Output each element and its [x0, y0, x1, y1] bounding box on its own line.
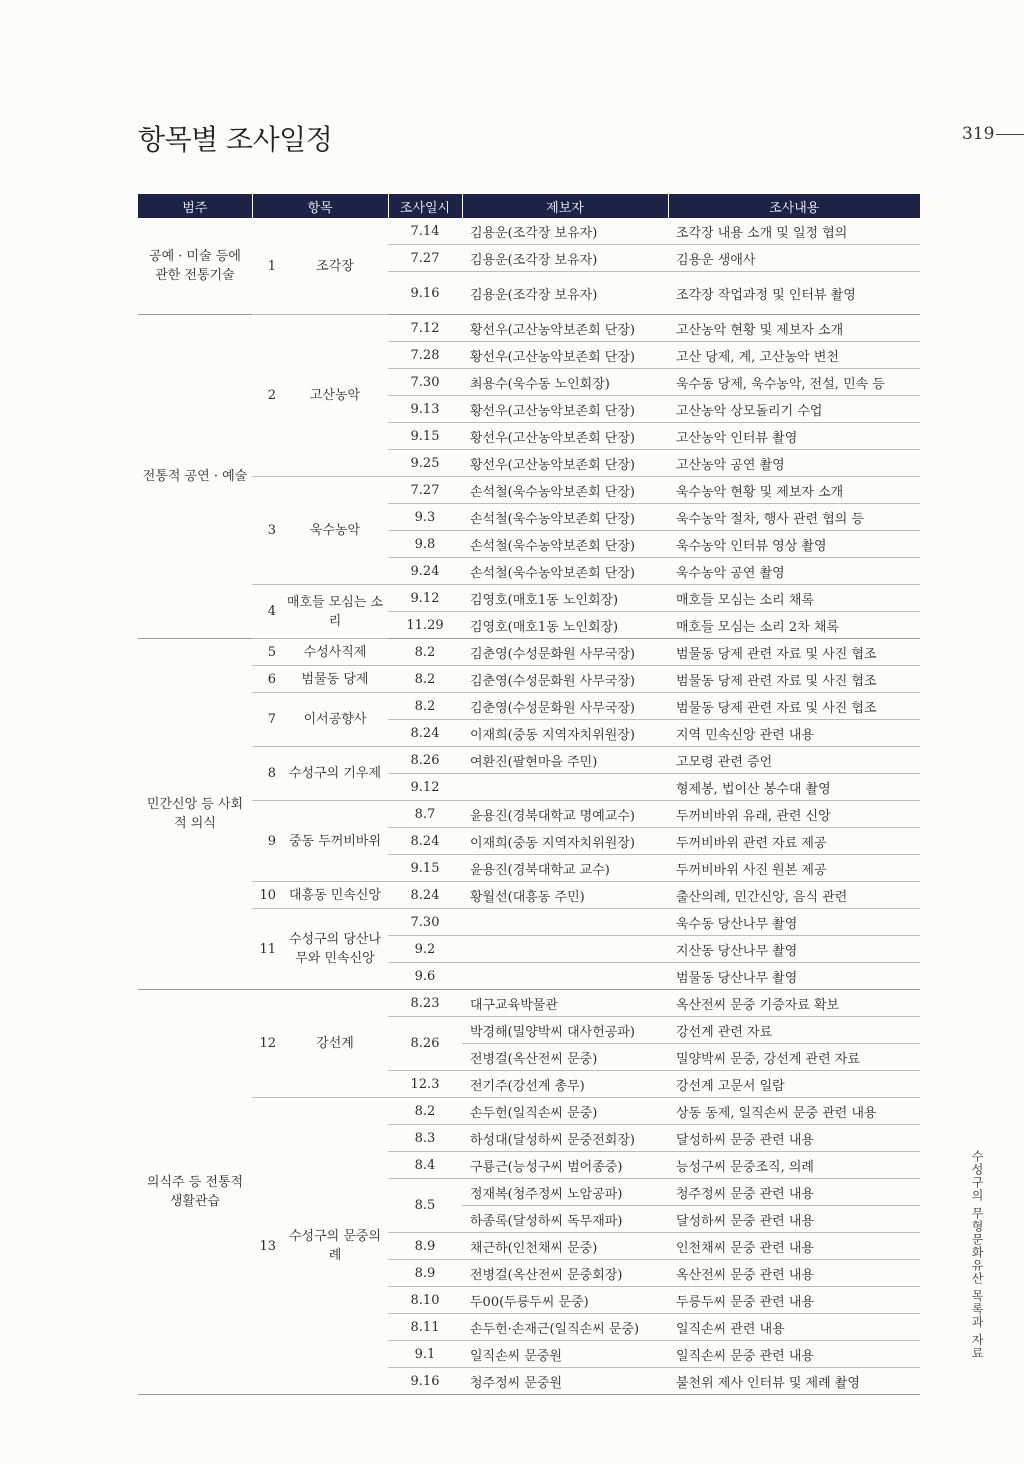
item-name: 중동 두꺼비바위: [282, 801, 388, 882]
survey-content: 매호들 모심는 소리 채록: [668, 585, 920, 612]
page-title: 항목별 조사일정: [138, 123, 333, 156]
item-name: 강선계: [282, 990, 388, 1098]
informant: 김용운(조각장 보유자): [462, 272, 668, 315]
survey-content: 두꺼비바위 관련 자료 제공: [668, 828, 920, 855]
survey-date: 9.16: [388, 1368, 462, 1395]
item-number: 10: [252, 882, 282, 909]
survey-content: 욱수농악 절차, 행사 관련 협의 등: [668, 504, 920, 531]
informant: [462, 936, 668, 963]
page-number: 319: [962, 124, 995, 144]
survey-content: 고산농악 상모돌리기 수업: [668, 396, 920, 423]
survey-content: 두꺼비바위 사진 원본 제공: [668, 855, 920, 882]
informant: 손석철(욱수농악보존회 단장): [462, 558, 668, 585]
header-content: 조사내용: [668, 194, 920, 218]
header-date: 조사일시: [388, 194, 462, 218]
survey-date: 9.8: [388, 531, 462, 558]
item-number: 6: [252, 666, 282, 693]
survey-content: 두릉두씨 문중 관련 내용: [668, 1287, 920, 1314]
informant: 하성대(달성하씨 문중전회장): [462, 1125, 668, 1152]
informant: 전병걸(옥산전씨 문중): [462, 1044, 668, 1071]
item-number: 12: [252, 990, 282, 1098]
item-name: 수성사직제: [282, 639, 388, 666]
survey-content: 매호들 모심는 소리 2차 채록: [668, 612, 920, 639]
item-number: 7: [252, 693, 282, 747]
survey-content: 범물동 당산나무 촬영: [668, 963, 920, 990]
informant: 이재희(중동 지역자치위원장): [462, 720, 668, 747]
item-name: 조각장: [282, 218, 388, 315]
item-name: 고산농악: [282, 315, 388, 477]
table-row: [138, 882, 920, 909]
survey-date: 8.9: [388, 1233, 462, 1260]
survey-content: 출산의례, 민간신앙, 음식 관련: [668, 882, 920, 909]
informant: 대구교육박물관: [462, 990, 668, 1017]
page-number-rule: [996, 134, 1024, 135]
survey-date: 8.10: [388, 1287, 462, 1314]
survey-date: 7.28: [388, 342, 462, 369]
side-caption: 수성구의 무형문화유산 목록과 자료: [970, 1150, 984, 1360]
survey-date: 8.7: [388, 801, 462, 828]
table-row: [138, 639, 920, 666]
table-row: [138, 747, 920, 774]
survey-date: 9.16: [388, 272, 462, 315]
survey-date: 7.30: [388, 369, 462, 396]
survey-date: 7.14: [388, 218, 462, 245]
category-cell: 의식주 등 전통적 생활관습: [138, 990, 252, 1395]
survey-date: 9.24: [388, 558, 462, 585]
table-header-row: [138, 194, 920, 218]
survey-content: 밀양박씨 문중, 강선계 관련 자료: [668, 1044, 920, 1071]
survey-date: 7.27: [388, 477, 462, 504]
survey-date: 9.15: [388, 855, 462, 882]
survey-date: 8.9: [388, 1260, 462, 1287]
item-number: 9: [252, 801, 282, 882]
survey-date: 9.15: [388, 423, 462, 450]
survey-content: 고산농악 인터뷰 촬영: [668, 423, 920, 450]
survey-content: 조각장 내용 소개 및 일정 협의: [668, 218, 920, 245]
survey-content: 고산 당제, 계, 고산농악 변천: [668, 342, 920, 369]
informant: 황선우(고산농악보존회 단장): [462, 450, 668, 477]
survey-content: 지산동 당산나무 촬영: [668, 936, 920, 963]
item-name: 이서공향사: [282, 693, 388, 747]
survey-date: 12.3: [388, 1071, 462, 1098]
item-number: 13: [252, 1098, 282, 1395]
survey-date: 9.12: [388, 774, 462, 801]
informant: 김용운(조각장 보유자): [462, 218, 668, 245]
survey-date: 8.5: [388, 1179, 462, 1233]
survey-content: 상동 동제, 일직손씨 문중 관련 내용: [668, 1098, 920, 1125]
survey-content: 범물동 당제 관련 자료 및 사진 협조: [668, 639, 920, 666]
informant: 김춘영(수성문화원 사무국장): [462, 693, 668, 720]
item-name: 수성구의 기우제: [282, 747, 388, 801]
survey-date: 8.24: [388, 720, 462, 747]
survey-date: 11.29: [388, 612, 462, 639]
informant: 전기주(강선계 총무): [462, 1071, 668, 1098]
survey-content: 욱수농악 현황 및 제보자 소개: [668, 477, 920, 504]
informant: 일직손씨 문중원: [462, 1341, 668, 1368]
table-row: [138, 909, 920, 936]
informant: 황선우(고산농악보존회 단장): [462, 315, 668, 342]
survey-content: 인천채씨 문중 관련 내용: [668, 1233, 920, 1260]
informant: 황선우(고산농악보존회 단장): [462, 342, 668, 369]
survey-date: 7.12: [388, 315, 462, 342]
survey-content: 일직손씨 관련 내용: [668, 1314, 920, 1341]
survey-date: 7.27: [388, 245, 462, 272]
survey-content: 김용운 생애사: [668, 245, 920, 272]
item-number: 3: [252, 477, 282, 585]
informant: 채근하(인천채씨 문중): [462, 1233, 668, 1260]
informant: 손두헌(일직손씨 문중): [462, 1098, 668, 1125]
survey-content: 욱수농악 인터뷰 영상 촬영: [668, 531, 920, 558]
survey-date: 8.24: [388, 882, 462, 909]
table-row: [138, 693, 920, 720]
survey-date: 8.2: [388, 639, 462, 666]
survey-content: 범물동 당제 관련 자료 및 사진 협조: [668, 666, 920, 693]
survey-content: 범물동 당제 관련 자료 및 사진 협조: [668, 693, 920, 720]
item-name: 매호들 모심는 소리: [282, 585, 388, 639]
informant: 박경해(밀양박씨 대사헌공파): [462, 1017, 668, 1044]
informant: [462, 909, 668, 936]
survey-content: 고산농악 현황 및 제보자 소개: [668, 315, 920, 342]
table-row: [138, 666, 920, 693]
survey-date: 8.3: [388, 1125, 462, 1152]
survey-content: 욱수동 당산나무 촬영: [668, 909, 920, 936]
table-row: [138, 477, 920, 504]
survey-content: 달성하씨 문중 관련 내용: [668, 1206, 920, 1233]
informant: 김영호(매호1동 노인회장): [462, 585, 668, 612]
informant: 황선우(고산농악보존회 단장): [462, 396, 668, 423]
item-number: 5: [252, 639, 282, 666]
informant: 두00(두릉두씨 문중): [462, 1287, 668, 1314]
header-category: 범주: [138, 194, 252, 218]
survey-date: 9.12: [388, 585, 462, 612]
survey-content: 고산농악 공연 촬영: [668, 450, 920, 477]
informant: 손석철(욱수농악보존회 단장): [462, 531, 668, 558]
table-row: [138, 218, 920, 245]
survey-content: 강선계 고문서 일람: [668, 1071, 920, 1098]
item-name: 대흥동 민속신앙: [282, 882, 388, 909]
informant: [462, 963, 668, 990]
informant: 전병걸(옥산전씨 문중회장): [462, 1260, 668, 1287]
survey-date: 9.1: [388, 1341, 462, 1368]
table-row: [138, 585, 920, 612]
informant: 윤용진(경북대학교 교수): [462, 855, 668, 882]
survey-date: 8.23: [388, 990, 462, 1017]
survey-content: 청주정씨 문중 관련 내용: [668, 1179, 920, 1206]
survey-content: 욱수농악 공연 촬영: [668, 558, 920, 585]
survey-date: 8.26: [388, 747, 462, 774]
informant: 청주정씨 문중원: [462, 1368, 668, 1395]
survey-date: 8.24: [388, 828, 462, 855]
item-number: 1: [252, 218, 282, 315]
survey-content: 조각장 작업과정 및 인터뷰 촬영: [668, 272, 920, 315]
informant: 손석철(욱수농악보존회 단장): [462, 477, 668, 504]
informant: 최용수(욱수동 노인회장): [462, 369, 668, 396]
informant: 김영호(매호1동 노인회장): [462, 612, 668, 639]
informant: 김춘영(수성문화원 사무국장): [462, 639, 668, 666]
informant: 김용운(조각장 보유자): [462, 245, 668, 272]
informant: 여환진(팔현마을 주민): [462, 747, 668, 774]
survey-content: 달성하씨 문중 관련 내용: [668, 1125, 920, 1152]
informant: 이재희(중동 지역자치위원장): [462, 828, 668, 855]
informant: 황월선(대흥동 주민): [462, 882, 668, 909]
table-row: [138, 315, 920, 342]
informant: 하종록(달성하씨 독무재파): [462, 1206, 668, 1233]
survey-date: 8.11: [388, 1314, 462, 1341]
survey-content: 옥산전씨 문중 관련 내용: [668, 1260, 920, 1287]
survey-date: 8.2: [388, 666, 462, 693]
item-number: 4: [252, 585, 282, 639]
informant: 구룡근(능성구씨 범어종중): [462, 1152, 668, 1179]
header-item: 항목: [252, 194, 388, 218]
table-row: [138, 990, 920, 1017]
informant: 황선우(고산농악보존회 단장): [462, 423, 668, 450]
survey-date: 8.26: [388, 1017, 462, 1071]
survey-content: 욱수동 당제, 욱수농악, 전설, 민속 등: [668, 369, 920, 396]
item-number: 8: [252, 747, 282, 801]
survey-date: 8.2: [388, 693, 462, 720]
survey-content: 지역 민속신앙 관련 내용: [668, 720, 920, 747]
survey-content: 능성구씨 문중조직, 의례: [668, 1152, 920, 1179]
survey-date: 9.3: [388, 504, 462, 531]
table-row: [138, 1098, 920, 1125]
survey-date: 9.13: [388, 396, 462, 423]
survey-schedule-table: [138, 194, 920, 1395]
survey-content: 불천위 제사 인터뷰 및 제례 촬영: [668, 1368, 920, 1395]
item-name: 범물동 당제: [282, 666, 388, 693]
category-cell: 공예 · 미술 등에 관한 전통기술: [138, 218, 252, 315]
item-name: 수성구의 문중의례: [282, 1098, 388, 1395]
survey-content: 옥산전씨 문중 기증자료 확보: [668, 990, 920, 1017]
item-number: 2: [252, 315, 282, 477]
item-number: 11: [252, 909, 282, 990]
informant: 손석철(욱수농악보존회 단장): [462, 504, 668, 531]
item-name: 수성구의 당산나무와 민속신앙: [282, 909, 388, 990]
category-cell: 전통적 공연 · 예술: [138, 315, 252, 639]
informant: 윤용진(경북대학교 명예교수): [462, 801, 668, 828]
survey-content: 강선계 관련 자료: [668, 1017, 920, 1044]
header-informant: 제보자: [462, 194, 668, 218]
informant: 정재복(청주정씨 노암공파): [462, 1179, 668, 1206]
informant: [462, 774, 668, 801]
survey-date: 7.30: [388, 909, 462, 936]
survey-content: 일직손씨 문중 관련 내용: [668, 1341, 920, 1368]
survey-date: 9.2: [388, 936, 462, 963]
informant: 손두헌·손재근(일직손씨 문중): [462, 1314, 668, 1341]
survey-content: 형제봉, 법이산 봉수대 촬영: [668, 774, 920, 801]
informant: 김춘영(수성문화원 사무국장): [462, 666, 668, 693]
item-name: 욱수농악: [282, 477, 388, 585]
survey-content: 고모령 관련 증언: [668, 747, 920, 774]
table-row: [138, 801, 920, 828]
survey-content: 두꺼비바위 유래, 관련 신앙: [668, 801, 920, 828]
survey-date: 8.2: [388, 1098, 462, 1125]
category-cell: 민간신앙 등 사회적 의식: [138, 639, 252, 990]
survey-date: 8.4: [388, 1152, 462, 1179]
survey-date: 9.6: [388, 963, 462, 990]
survey-date: 9.25: [388, 450, 462, 477]
